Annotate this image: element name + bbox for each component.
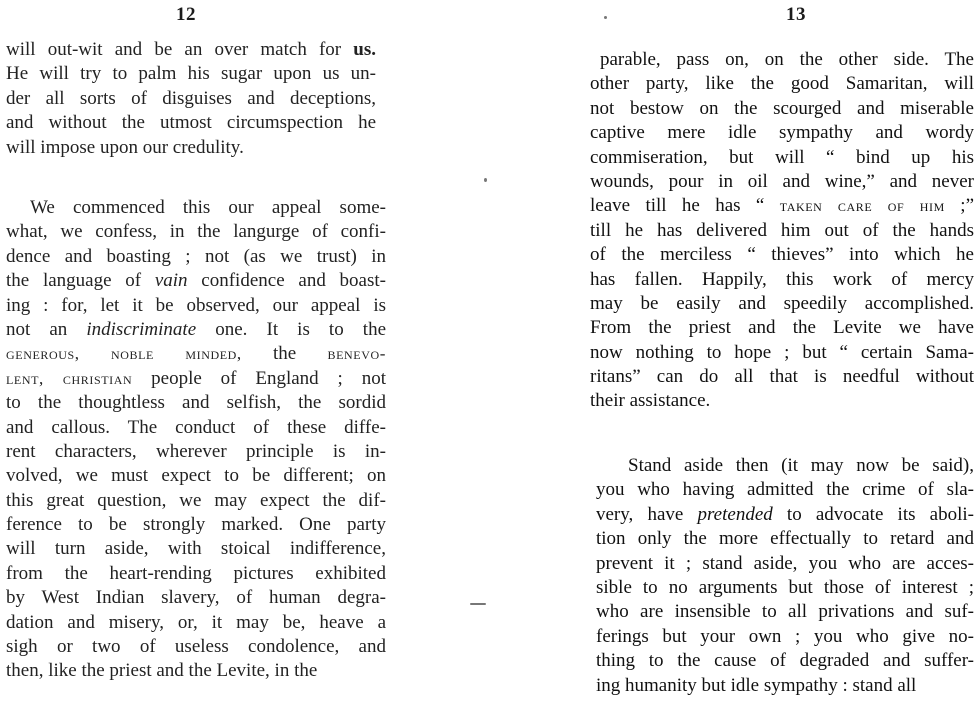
text-run: volved, we must expect to be different; on <box>6 465 386 487</box>
text-line <box>6 38 376 62</box>
text-line <box>596 625 974 649</box>
text-line <box>590 365 974 389</box>
paper-speck <box>604 16 607 19</box>
text-run: indiscriminate <box>86 318 197 340</box>
text-line <box>6 111 376 135</box>
text-run: now nothing to hope ; but “ certain Sama- <box>590 341 974 363</box>
text-run: generous, noble minded, <box>6 344 242 364</box>
text-run: not bestow on the scourged and miserable <box>590 97 974 119</box>
text-line <box>596 478 974 502</box>
text-run: and without the utmost circumspection he <box>6 112 376 134</box>
text-line <box>6 62 376 86</box>
text-run: taken care of him <box>779 196 945 216</box>
text-run: till he has delivered him out of the hands <box>590 219 974 241</box>
text-line <box>6 464 386 488</box>
text-line <box>6 440 386 464</box>
paragraph-left-1 <box>6 38 376 160</box>
text-line <box>596 503 974 527</box>
text-run: confidence and boast- <box>187 270 386 292</box>
text-line <box>6 562 386 586</box>
text-run: you who having admitted the crime of sla- <box>596 479 974 501</box>
text-run: will turn aside, with stoical indifference, <box>6 538 386 560</box>
text-run: to the thoughtless and selfish, the sordid <box>6 392 386 414</box>
text-line <box>590 341 974 365</box>
paragraph-right-1 <box>590 48 974 414</box>
text-line <box>596 527 974 551</box>
text-line <box>596 649 974 673</box>
text-run: not an <box>6 318 87 340</box>
text-run: sible to no arguments but those of interest ; <box>596 576 974 598</box>
text-run: of the merciless “ thieves” into which he <box>590 244 974 266</box>
text-line <box>590 268 974 292</box>
text-line <box>590 146 974 170</box>
text-line <box>6 220 386 244</box>
text-run: ritans” can do all that is needful without <box>590 366 974 388</box>
text-run: Stand aside then (it may now be said), <box>628 455 974 476</box>
page-number-left: 12 <box>176 4 196 25</box>
text-run: has fallen. Happily, this work of mercy <box>590 268 974 290</box>
text-run: from the heart-rending pictures exhibited <box>6 562 386 584</box>
text-run: people of England ; not <box>132 367 386 389</box>
text-run: the <box>241 343 328 365</box>
text-line <box>590 243 974 267</box>
text-line <box>590 121 974 145</box>
text-run: We commenced this our appeal some- <box>30 197 386 218</box>
paper-speck <box>470 603 486 605</box>
page-number-right: 13 <box>786 4 806 25</box>
text-line <box>6 416 386 440</box>
text-run: very, have <box>596 503 698 525</box>
text-run: prevent it ; stand aside, you who are acces- <box>596 552 974 574</box>
text-line <box>590 389 974 413</box>
text-run: to advocate its aboli- <box>772 503 974 525</box>
text-run: other party, like the good Samaritan, will <box>590 73 974 95</box>
text-run: He will try to palm his sugar upon us un- <box>6 63 376 85</box>
text-run: ference to be strongly marked. One party <box>6 514 386 536</box>
text-line <box>590 97 974 121</box>
text-line <box>6 245 386 269</box>
paragraph-left-2 <box>6 196 386 684</box>
text-line <box>596 576 974 600</box>
text-line <box>596 674 974 698</box>
text-line <box>6 586 386 610</box>
text-run: captive mere idle sympathy and wordy <box>590 122 974 144</box>
left-page <box>0 0 400 720</box>
text-line <box>6 318 386 342</box>
text-line <box>596 552 974 576</box>
text-line <box>590 292 974 316</box>
text-run: may be easily and speedily accomplished. <box>590 292 974 314</box>
paragraph-right-2 <box>596 454 974 698</box>
text-line <box>590 170 974 194</box>
paper-speck <box>484 178 487 182</box>
text-line <box>6 87 376 111</box>
text-run: their assistance. <box>590 390 711 412</box>
text-run: rent characters, wherever principle is in- <box>6 440 386 462</box>
text-run: wounds, pour in oil and wine,” and never <box>590 170 974 192</box>
text-run: leave till he has “ <box>590 195 780 217</box>
text-run: From the priest and the Levite we have <box>590 317 974 339</box>
text-line <box>6 269 386 293</box>
text-line <box>6 537 386 561</box>
text-line <box>596 600 974 624</box>
text-run: dation and misery, or, it may be, heave a <box>6 611 386 633</box>
text-run: what, we confess, in the langurge of confi- <box>6 221 386 243</box>
text-run: and callous. The conduct of these diffe- <box>6 416 386 438</box>
text-run: who are insensible to all privations and suf- <box>596 601 974 623</box>
text-line <box>6 659 386 683</box>
text-run: lent, christian <box>6 368 133 388</box>
text-run: ;” <box>944 195 975 217</box>
text-line <box>6 391 386 415</box>
text-run: sigh or two of useless condolence, and <box>6 636 386 658</box>
text-run: by West Indian slavery, of human degra- <box>6 587 386 609</box>
text-line <box>6 611 386 635</box>
text-line <box>590 48 974 72</box>
text-line <box>590 219 974 243</box>
text-run: ferings but your own ; you who give no- <box>596 625 974 647</box>
text-line <box>6 196 386 220</box>
text-run: one. It is to the <box>196 318 386 340</box>
text-line <box>590 194 974 218</box>
text-run: ing : for, let it be observed, our appeal is <box>6 294 386 316</box>
text-line <box>6 294 386 318</box>
text-line <box>596 454 974 478</box>
text-line <box>6 513 386 537</box>
text-line <box>6 367 386 391</box>
text-run: ing humanity but idle sympathy : stand all <box>596 674 917 696</box>
text-run: commiseration, but will “ bind up his <box>590 146 974 168</box>
text-run: the language of <box>6 270 155 292</box>
text-run: this great question, we may expect the dif- <box>6 489 386 511</box>
text-run: parable, pass on, on the other side. The <box>600 49 974 70</box>
text-run: der all sorts of disguises and deceptions, <box>6 87 376 109</box>
text-line <box>6 489 386 513</box>
text-run: pretended <box>697 503 773 525</box>
text-run: vain <box>154 270 188 292</box>
text-run: will out-wit and be an over match for <box>6 39 354 60</box>
text-run: tion only the more effectually to retard and <box>596 528 974 550</box>
text-run: benevo- <box>327 344 387 364</box>
text-line <box>6 342 386 366</box>
text-run: then, like the priest and the Levite, in the <box>6 660 318 682</box>
text-line <box>6 136 376 160</box>
text-line <box>590 316 974 340</box>
text-run: will impose upon our credulity. <box>6 136 244 158</box>
right-page <box>590 0 980 720</box>
text-run: thing to the cause of degraded and suffer- <box>596 650 974 672</box>
text-line <box>590 72 974 96</box>
text-run: dence and boasting ; not (as we trust) in <box>6 245 386 267</box>
text-run: us. <box>353 39 376 60</box>
text-line <box>6 635 386 659</box>
